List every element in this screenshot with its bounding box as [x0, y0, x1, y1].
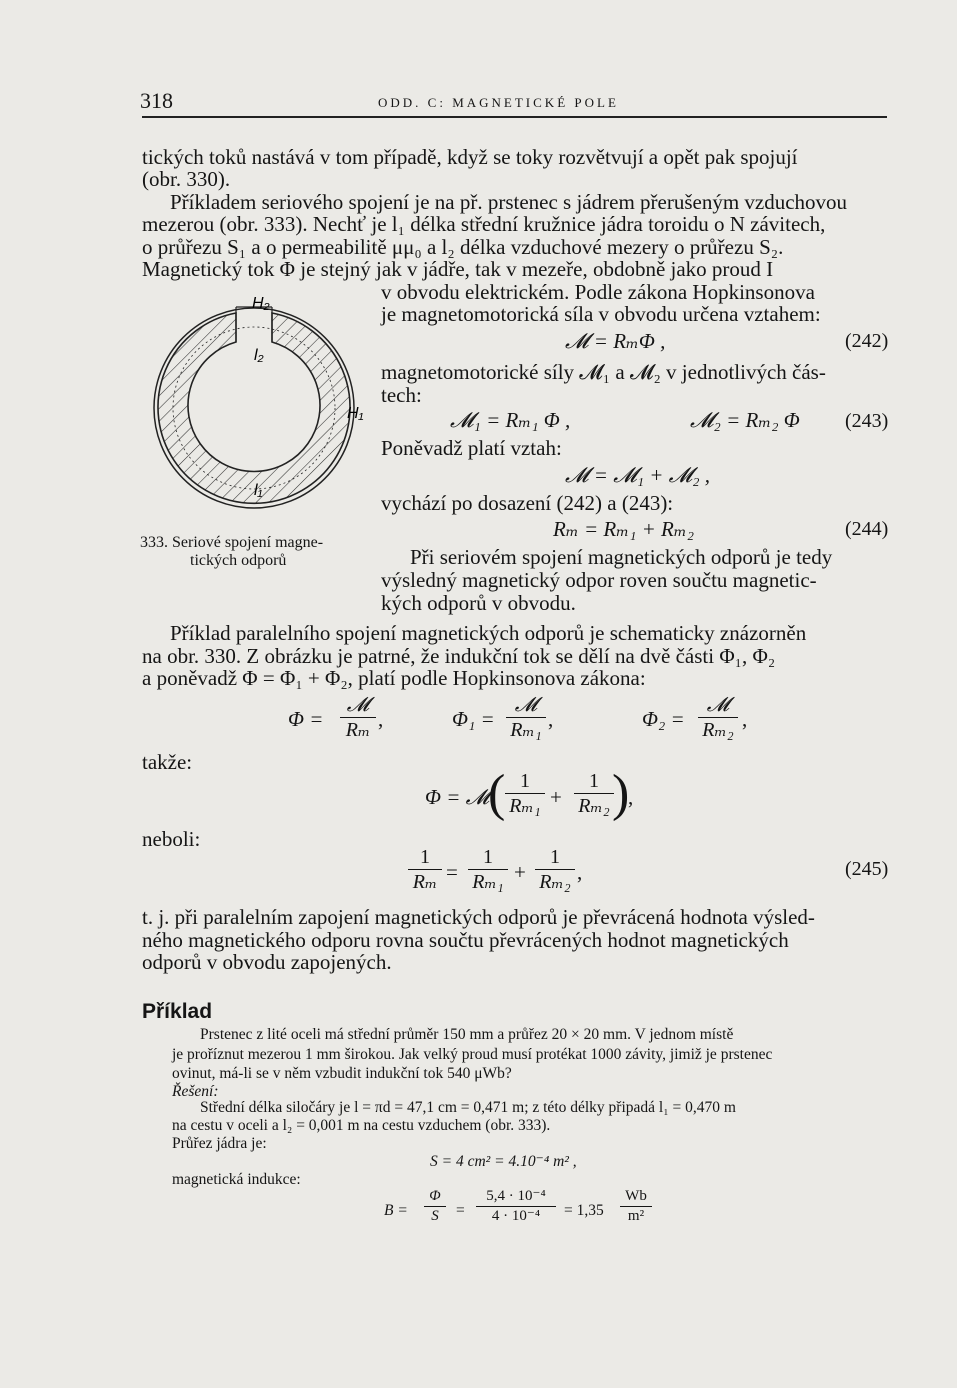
denominator: Rₘ₂: [578, 795, 610, 818]
text-line: (obr. 330).: [142, 167, 231, 191]
fraction-bar: [408, 869, 442, 870]
text-line: magnetomotorické síly 𝓜₁ a 𝓜₂ v jednotlivých čás-: [381, 360, 826, 384]
caption-line: 333. Seriové spojení magne-: [140, 534, 324, 551]
caption-line: tických odporů: [190, 552, 287, 569]
text-line: neboli:: [142, 827, 201, 851]
toroid-figure: [150, 290, 372, 530]
text-line: tech:: [381, 383, 422, 407]
page-number: 318: [140, 88, 173, 113]
equals-sign: =: [456, 1202, 465, 1219]
header-rule: [142, 116, 887, 118]
plus-sign: +: [514, 860, 526, 884]
equation-number: (242): [845, 330, 889, 352]
eq-lhs: Φ₁ =: [452, 707, 495, 731]
text-line: na cestu v oceli a l₂ = 0,001 m na cestu vzduchem (obr. 333).: [172, 1117, 551, 1134]
equation-sum: 𝓜 = 𝓜₁ + 𝓜₂ ,: [565, 463, 711, 487]
fraction: [698, 694, 738, 741]
text-line: mezerou (obr. 333). Nechť je l₁ délka střední kružnice jádra toroidu o N závitech,: [142, 212, 826, 236]
label-h2: H₂: [252, 295, 270, 312]
left-paren: (: [488, 765, 506, 822]
text-line: kých odporů v obvodu.: [381, 591, 576, 615]
text-line: ného magnetického odporu rovna součtu převrácených hodnot magnetických: [142, 928, 789, 952]
comma: ,: [378, 707, 384, 731]
numerator: 𝓜: [514, 694, 538, 716]
comma: ,: [742, 707, 748, 731]
fraction-bar: [424, 1206, 446, 1207]
fraction: [340, 694, 376, 741]
fraction: [535, 846, 575, 893]
numerator: 5,4 · 10⁻⁴: [486, 1188, 546, 1204]
denominator: m²: [627, 1208, 645, 1225]
plus-sign: +: [550, 785, 562, 809]
fraction-bar: [698, 717, 738, 718]
text-line: Střední délka siločáry je l = πd = 47,1 cm = 0,471 m; z této délky připadá l₁ = 0,470 m: [200, 1099, 736, 1116]
running-header: ODD. C: MAGNETICKÉ POLE: [378, 95, 619, 110]
equation-number: (245): [845, 858, 889, 880]
equation-number: (244): [845, 518, 889, 540]
fraction: [476, 1188, 556, 1225]
numerator: 1: [520, 770, 530, 792]
numerator: 1: [589, 770, 599, 792]
text-line: odporů v obvodu zapojených.: [142, 950, 392, 974]
comma: ,: [577, 860, 583, 884]
denominator: Rₘ₂: [539, 871, 571, 894]
comma: ,: [548, 707, 554, 731]
denominator: Rₘ: [345, 719, 371, 742]
text-line: na obr. 330. Z obrázku je patrné, že indukční tok se dělí na dvě části Φ₁, Φ₂: [142, 644, 776, 668]
text-line: v obvodu elektrickém. Podle zákona Hopkinsonova: [381, 280, 815, 304]
example-title: Příklad: [142, 1000, 213, 1023]
fraction: [574, 770, 614, 817]
equation-S: S = 4 cm² = 4.10⁻⁴ m² ,: [430, 1153, 577, 1170]
label-l2: l₂: [254, 347, 264, 364]
equation-243b: 𝓜₂ = Rₘ₂ Φ: [690, 408, 800, 432]
text-line: je proříznut mezerou 1 mm širokou. Jak velký proud musí protékat 1000 závity, jimiž je prstenec: [172, 1046, 773, 1063]
denominator: Rₘ₁: [510, 719, 542, 742]
numerator: Φ: [429, 1188, 441, 1204]
fraction: [408, 846, 442, 893]
eq-lhs: B =: [384, 1202, 408, 1219]
numerator: 1: [483, 846, 493, 868]
numerator: 𝓜: [706, 694, 730, 716]
equation-number: (243): [845, 410, 889, 432]
text-line: o průřezu S₁ a o permeabilitě μμ₀ a l₂ délka vzduchové mezery o průřezu S₂.: [142, 235, 784, 259]
text-line: t. j. při paralelním zapojení magnetických odporů je převrácená hodnota výsled-: [142, 905, 815, 929]
denominator: Rₘ: [412, 871, 438, 894]
equals-sign: =: [446, 860, 458, 884]
text-line: je magnetomotorická síla v obvodu určena vztahem:: [381, 302, 821, 326]
equation-242: 𝓜 = RₘΦ ,: [565, 329, 666, 353]
text-line: ovinut, má-li se v něm vzbudit indukční tok 540 μWb?: [172, 1065, 512, 1082]
text-line: Příkladem seriového spojení je na př. prstenec s jádrem přerušeným vzduchovou: [170, 190, 848, 214]
text-line: Příklad paralelního spojení magnetických odporů je schematicky znázorněn: [170, 621, 807, 645]
label-h1: H₁: [347, 405, 364, 422]
text-line: Prstenec z lité oceli má střední průměr 150 mm a průřez 20 × 20 mm. V jednom místě: [200, 1026, 734, 1043]
fraction: [505, 770, 545, 817]
denominator: Rₘ₂: [702, 719, 734, 742]
numerator: 𝓜: [346, 694, 370, 716]
fraction-bar: [340, 717, 376, 718]
denominator: 4 · 10⁻⁴: [491, 1208, 541, 1225]
eq-lhs: Φ = 𝓜: [425, 785, 490, 809]
text-line: takže:: [142, 750, 193, 774]
eq-lhs: Φ =: [288, 707, 324, 731]
fraction-bar: [574, 793, 614, 794]
result-value: = 1,35: [564, 1202, 604, 1219]
text-line: Magnetický tok Φ je stejný jak v jádře, tak v mezeře, obdobně jako proud I: [142, 257, 774, 281]
text-line: tických toků nastává v tom případě, když se toky rozvětvují a opět pak spojují: [142, 145, 798, 169]
fraction-bar: [535, 869, 575, 870]
numerator: 1: [550, 846, 560, 868]
fraction: [506, 694, 546, 741]
fraction-bar: [506, 717, 546, 718]
eq-lhs: Φ₂ =: [642, 707, 685, 731]
solution-heading: Řešení:: [172, 1083, 219, 1100]
text-line: výsledný magnetický odpor roven součtu magnetic-: [381, 568, 817, 592]
comma: ,: [628, 785, 634, 809]
equation-243a: 𝓜₁ = Rₘ₁ Φ ,: [450, 408, 571, 432]
text-line: magnetická indukce:: [172, 1171, 301, 1188]
text-line: Poněvadž platí vztah:: [381, 436, 562, 460]
figure-caption: [140, 534, 360, 570]
label-l1: l₁: [254, 482, 263, 499]
fraction-bar: [476, 1206, 556, 1207]
text-line: a poněvadž Φ = Φ₁ + Φ₂, platí podle Hopkinsonova zákona:: [142, 666, 646, 690]
equation-244: Rₘ = Rₘ₁ + Rₘ₂: [553, 517, 695, 541]
right-paren: ): [612, 765, 630, 822]
fraction-bar: [620, 1206, 652, 1207]
denominator: S: [431, 1208, 439, 1225]
numerator: Wb: [625, 1188, 647, 1204]
numerator: 1: [420, 846, 430, 868]
fraction: [468, 846, 508, 893]
denominator: Rₘ₁: [509, 795, 541, 818]
fraction: [620, 1188, 652, 1225]
text-line: vychází po dosazení (242) a (243):: [381, 491, 674, 515]
denominator: Rₘ₁: [472, 871, 504, 894]
text-line: Průřez jádra je:: [172, 1135, 267, 1152]
text-line: Při seriovém spojení magnetických odporů je tedy: [410, 545, 833, 569]
fraction-bar: [468, 869, 508, 870]
fraction: [424, 1188, 446, 1225]
fraction-bar: [505, 793, 545, 794]
